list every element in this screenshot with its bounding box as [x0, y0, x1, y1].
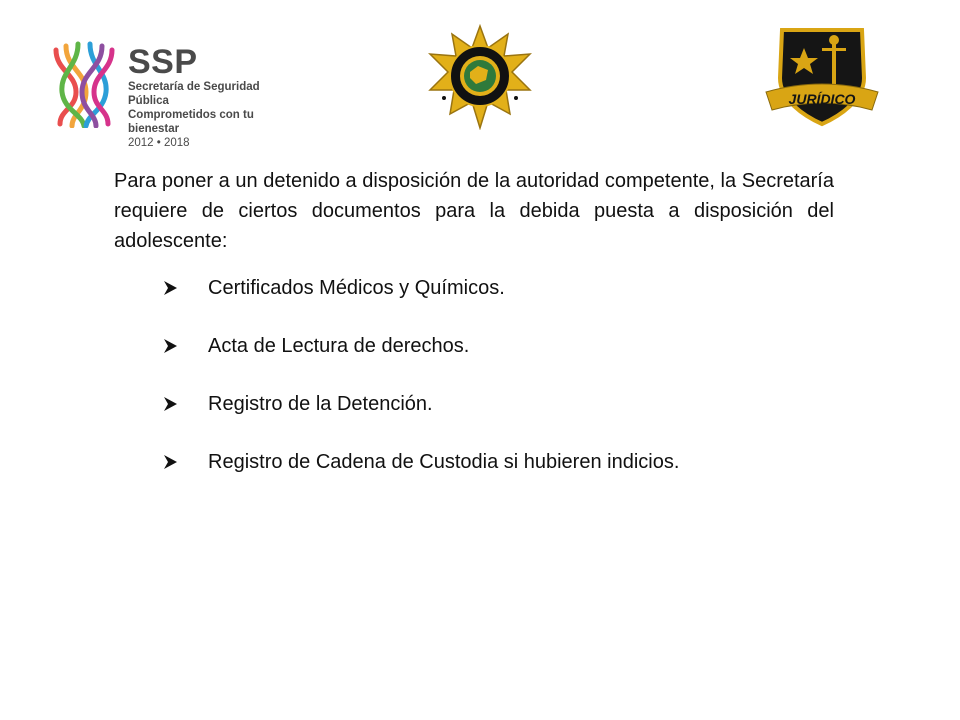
- list-item-text: Acta de Lectura de derechos.: [208, 335, 470, 357]
- ssp-title: SSP: [128, 43, 198, 81]
- arrowhead-bullet-icon: [162, 454, 178, 470]
- juridico-label: JURÍDICO: [788, 91, 856, 107]
- list-item: [114, 334, 834, 358]
- list-item: [114, 392, 834, 416]
- ssp-line-1: Secretaría de Seguridad Pública: [128, 81, 260, 107]
- list-item-text: Registro de Cadena de Custodia si hubieren indicios.: [208, 451, 680, 473]
- list-item: [114, 450, 834, 474]
- requirements-list: [114, 276, 834, 474]
- ssp-logo: [50, 40, 300, 149]
- ssp-line-3: 2012 • 2018: [128, 137, 190, 149]
- ssp-line-2: Comprometidos con tu bienestar: [128, 109, 254, 135]
- list-item-text: Registro de la Detención.: [208, 393, 433, 415]
- list-item: [114, 276, 834, 300]
- arrowhead-bullet-icon: [162, 338, 178, 354]
- list-item-text: Certificados Médicos y Químicos.: [208, 277, 505, 299]
- intro-paragraph: Para poner a un detenido a disposición de la autoridad competente, la Secretaría requiere de ciertos documentos para la debida puesta a disposición del adolescente:: [114, 170, 834, 252]
- police-star-badge-icon: [424, 24, 536, 130]
- arrowhead-bullet-icon: [162, 280, 178, 296]
- logo-header: [0, 0, 960, 149]
- juridico-badge-icon: [760, 20, 884, 128]
- arrowhead-bullet-icon: [162, 396, 178, 412]
- ssp-ribbon-icon: [50, 40, 120, 128]
- ssp-text-block: [128, 44, 300, 150]
- document-body: [114, 166, 834, 508]
